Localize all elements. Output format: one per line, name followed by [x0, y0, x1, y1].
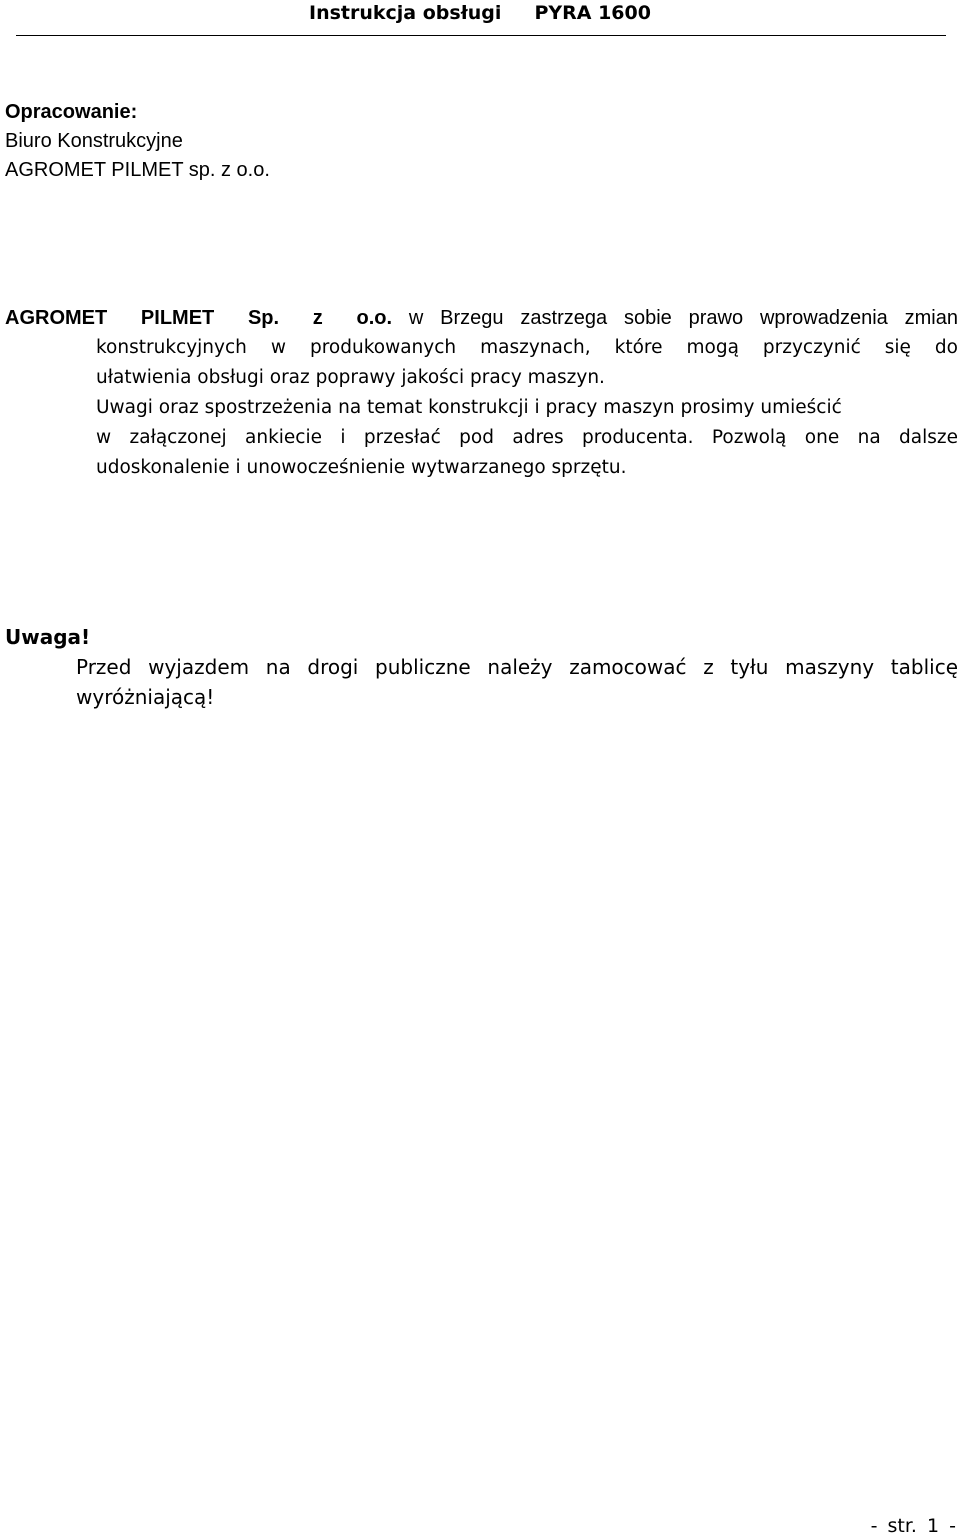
notice-company-name: AGROMET PILMET Sp. z o.o.: [5, 307, 393, 329]
notice-line: w załączonej ankiecie i przesłać pod adres producenta. Pozwolą one na dalsze: [96, 427, 958, 448]
document-header-title: Instrukcja obsługi PYRA 1600: [309, 2, 651, 24]
notice-paragraph: [96, 333, 958, 483]
page-number: - str. 1 -: [870, 1515, 956, 1537]
notice-line: ułatwienia obsługi oraz poprawy jakości pracy maszyn.: [96, 367, 605, 388]
credits-department: Biuro Konstrukcyjne: [5, 130, 183, 152]
credits-block: [5, 98, 270, 185]
warning-line: Przed wyjazdem na drogi publiczne należy zamocować z tyłu maszyny tablicę: [76, 655, 958, 679]
notice-line: udoskonalenie i unowocześnienie wytwarzanego sprzętu.: [96, 457, 627, 478]
warning-heading: Uwaga!: [5, 625, 91, 649]
credits-heading: Opracowanie:: [5, 101, 138, 123]
notice-first-line: [5, 303, 958, 333]
notice-lead-text: w Brzegu zastrzega sobie prawo wprowadzenia zmian: [392, 307, 958, 329]
warning-line: wyróżniającą!: [76, 685, 215, 709]
notice-line: konstrukcyjnych w produkowanych maszynach, które mogą przyczynić się do: [96, 337, 958, 358]
notice-line: Uwagi oraz spostrzeżenia na temat konstrukcji i pracy maszyn prosimy umieścić: [96, 397, 842, 418]
header-divider: [16, 35, 946, 36]
credits-company: AGROMET PILMET sp. z o.o.: [5, 159, 270, 181]
warning-text: [76, 652, 958, 712]
